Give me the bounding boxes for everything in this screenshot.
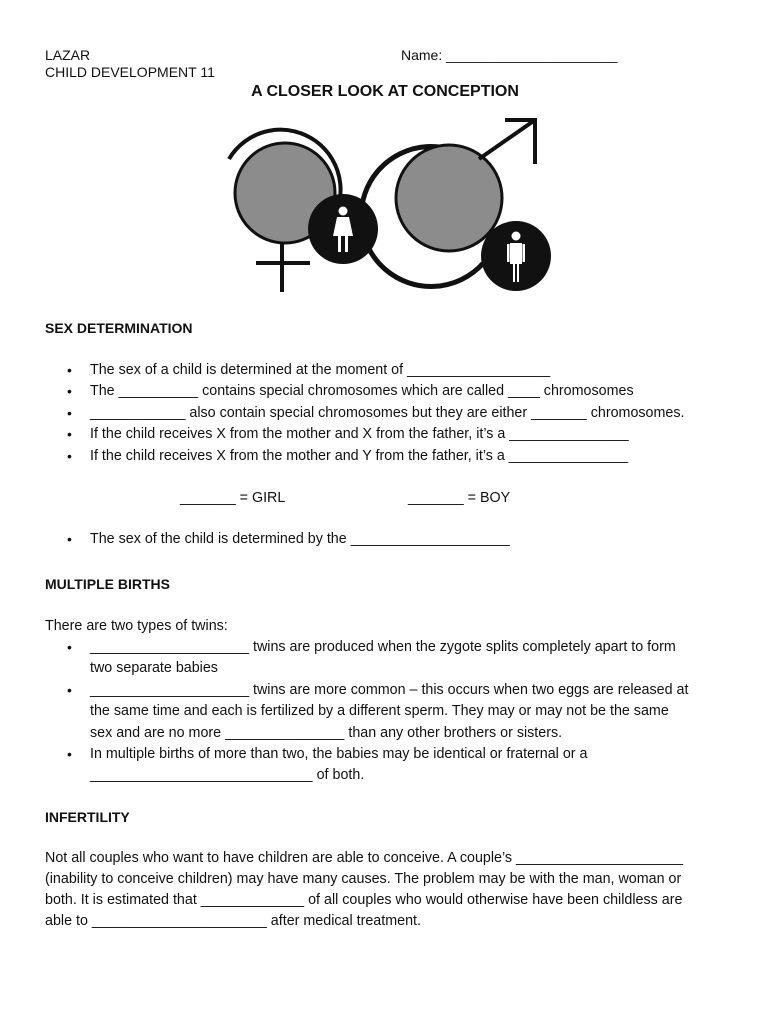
multiple-births-list <box>45 637 745 787</box>
list-item-line: sex and are no more _______________ than any other brothers or sisters. <box>90 724 563 741</box>
list-item: • The sex of the child is determined by the ____________________ <box>45 529 745 550</box>
course-name: CHILD DEVELOPMENT 11 <box>45 64 215 80</box>
sex-determination-list <box>45 360 745 467</box>
section-heading-multiple-births: MULTIPLE BIRTHS <box>45 576 170 592</box>
conception-illustration <box>215 112 555 297</box>
student-name-field[interactable]: Name: ______________________ <box>401 47 618 63</box>
list-item: • ____________ also contain special chromosomes but they are either _______ chromosomes. <box>45 403 745 424</box>
teacher-name: LAZAR <box>45 47 91 63</box>
list-item: • If the child receives X from the mother and X from the father, it’s a _______________ <box>45 424 745 445</box>
paragraph-line: both. It is estimated that _____________ of all couples who would otherwise have been childless are <box>45 892 683 908</box>
list-item: • The __________ contains special chromosomes which are called ____ chromosomes <box>45 381 745 402</box>
list-item-line: • In multiple births of more than two, the babies may be identical or fraternal or a <box>90 746 588 763</box>
list-item-line: two separate babies <box>90 660 218 677</box>
list-item-line: • ____________________ twins are more common – this occurs when two eggs are released at <box>90 681 689 698</box>
list-item: • The sex of a child is determined at the moment of __________________ <box>45 360 745 381</box>
list-item <box>45 637 745 680</box>
woman-icon <box>308 194 378 264</box>
man-icon <box>481 221 551 291</box>
list-item-line: the same time and each is fertilized by a different sperm. They may or may not be the same <box>90 703 669 720</box>
page-title: A CLOSER LOOK AT CONCEPTION <box>251 83 519 100</box>
paragraph-line: Not all couples who want to have children are able to conceive. A couple’s _____________________ <box>45 850 684 866</box>
paragraph-line: (inability to conceive children) may have many causes. The problem may be with the man, woman or <box>45 871 682 887</box>
sex-determination-final-list <box>45 529 745 550</box>
section-heading-sex-determination: SEX DETERMINATION <box>45 320 193 336</box>
list-item <box>45 744 745 787</box>
list-item: • If the child receives X from the mother and Y from the father, it’s a _______________ <box>45 446 745 467</box>
infertility-paragraph <box>45 848 745 932</box>
paragraph-line: able to ______________________ after medical treatment. <box>45 913 421 929</box>
girl-equation: _______ = GIRL <box>180 490 286 506</box>
twins-intro: There are two types of twins: <box>45 618 228 634</box>
list-item <box>45 680 745 744</box>
list-item-line: • ____________________ twins are produced when the zygote splits completely apart to form <box>90 639 676 655</box>
section-heading-infertility: INFERTILITY <box>45 809 130 825</box>
list-item-line: ____________________________ of both. <box>90 767 365 784</box>
boy-equation: _______ = BOY <box>408 490 511 506</box>
